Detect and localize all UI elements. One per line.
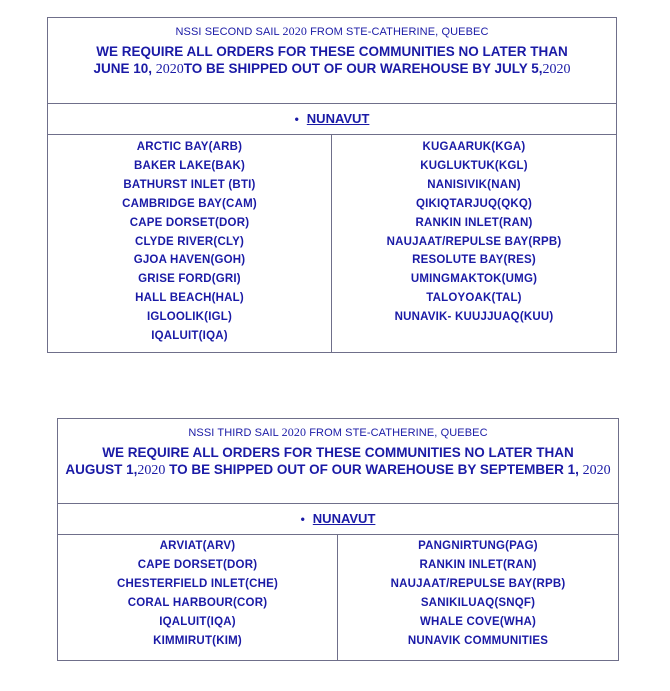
sail-1-title-suffix: FROM STE-CATHERINE, QUEBEC (310, 26, 489, 38)
bullet-icon: • (300, 512, 305, 526)
community-item: CHESTERFIELD INLET(CHE) (116, 577, 279, 590)
sail-1-left-list (48, 138, 331, 346)
community-item: NUNAVIK- KUUJJUAQ(KUU) (394, 311, 554, 324)
sail-2-region-name: NUNAVUT (312, 511, 376, 526)
community-item: IQALUIT(IQA) (151, 330, 228, 343)
community-item: ARCTIC BAY(ARB) (136, 141, 243, 153)
sail-2-right-column (338, 537, 618, 650)
community-item: CAPE DORSET(DOR) (137, 558, 258, 571)
community-item: IGLOOLIK(IGL) (146, 311, 232, 324)
sail-2-title-prefix: NSSI THIRD SAIL (188, 427, 279, 439)
community-item: QIKIQTARJUQ(QKQ) (415, 197, 533, 210)
sail-2-header-box (57, 418, 619, 504)
sail-2-order-date: AUGUST 1, (65, 462, 138, 477)
sail-1-right-column (332, 138, 616, 327)
community-item: NAUJAAT/REPULSE BAY(RPB) (386, 235, 562, 248)
sail-2-title (58, 425, 618, 440)
sail-1-title-year: 2020 (282, 24, 307, 38)
community-item: CLYDE RIVER(CLY) (134, 235, 245, 248)
sail-2-title-year: 2020 (281, 425, 307, 439)
sail-2-order-year: 2020 (137, 463, 166, 478)
sail-1-order-date: JUNE 10, (93, 61, 156, 76)
community-item: WHALE COVE(WHA) (419, 615, 537, 628)
sail-1-region-box (47, 103, 617, 135)
sail-1-deadline-line-1: WE REQUIRE ALL ORDERS FOR THESE COMMUNITIES NO LATER THAN (96, 44, 568, 59)
community-item: KIMMIRUT(KIM) (153, 634, 242, 647)
community-item: ARVIAT(ARV) (159, 540, 236, 552)
community-item: HALL BEACH(HAL) (135, 292, 244, 305)
bullet-icon: • (294, 112, 299, 126)
community-item: CAPE DORSET(DOR) (129, 216, 250, 229)
sail-1-title-prefix: NSSI SECOND SAIL (175, 26, 280, 38)
community-item: RESOLUTE BAY(RES) (412, 254, 536, 267)
sail-1-ship-year: 2020 (542, 62, 571, 77)
community-item: PANGNIRTUNG(PAG) (418, 540, 538, 552)
community-item: NANISIVIK(NAN) (427, 178, 521, 191)
community-item: RANKIN INLET(RAN) (419, 558, 537, 571)
sail-2-deadline-line-1: WE REQUIRE ALL ORDERS FOR THESE COMMUNITIES NO LATER THAN (102, 445, 574, 460)
sail-1-region-name: NUNAVUT (306, 111, 370, 126)
sail-2-ship-text: TO BE SHIPPED OUT OF OUR WAREHOUSE BY SEPTEMBER 1, (165, 462, 583, 477)
sail-2-ship-year: 2020 (582, 463, 611, 478)
sail-2-deadline-line-2 (58, 461, 618, 479)
community-item: SANIKILUAQ(SNQF) (420, 596, 536, 609)
sail-1-header-box (47, 17, 617, 104)
community-item: NAUJAAT/REPULSE BAY(RPB) (390, 577, 566, 590)
community-item: GJOA HAVEN(GOH) (133, 254, 246, 267)
sail-1-title (48, 24, 616, 39)
sail-2-title-suffix: FROM STE-CATHERINE, QUEBEC (309, 427, 488, 439)
community-item: TALOYOAK(TAL) (426, 292, 522, 305)
community-item: NUNAVIK COMMUNITIES (407, 634, 549, 647)
community-item: IQALUIT(IQA) (159, 615, 236, 628)
sail-1-ship-text: TO BE SHIPPED OUT OF OUR WAREHOUSE BY JULY 5, (183, 61, 543, 76)
community-item: GRISE FORD(GRI) (138, 273, 241, 286)
community-item: KUGAARUK(KGA) (422, 141, 526, 153)
community-item: RANKIN INLET(RAN) (415, 216, 533, 229)
sail-2-region-box (57, 503, 619, 535)
sail-1-left-column (48, 138, 331, 346)
community-item: BATHURST INLET (BTI) (123, 178, 256, 191)
sail-2-left-list (58, 537, 337, 650)
community-item: UMINGMAKTOK(UMG) (410, 273, 538, 286)
sail-1-order-year: 2020 (155, 62, 184, 77)
community-item: KUGLUKTUK(KGL) (420, 159, 528, 172)
community-item: CORAL HARBOUR(COR) (127, 596, 268, 609)
sail-2-left-column (58, 537, 337, 650)
sail-1-right-list (332, 138, 616, 327)
community-item: BAKER LAKE(BAK) (134, 159, 245, 172)
community-item: CAMBRIDGE BAY(CAM) (122, 197, 257, 210)
sail-1-deadline-line-2 (48, 60, 616, 78)
sail-2-right-list (338, 537, 618, 650)
